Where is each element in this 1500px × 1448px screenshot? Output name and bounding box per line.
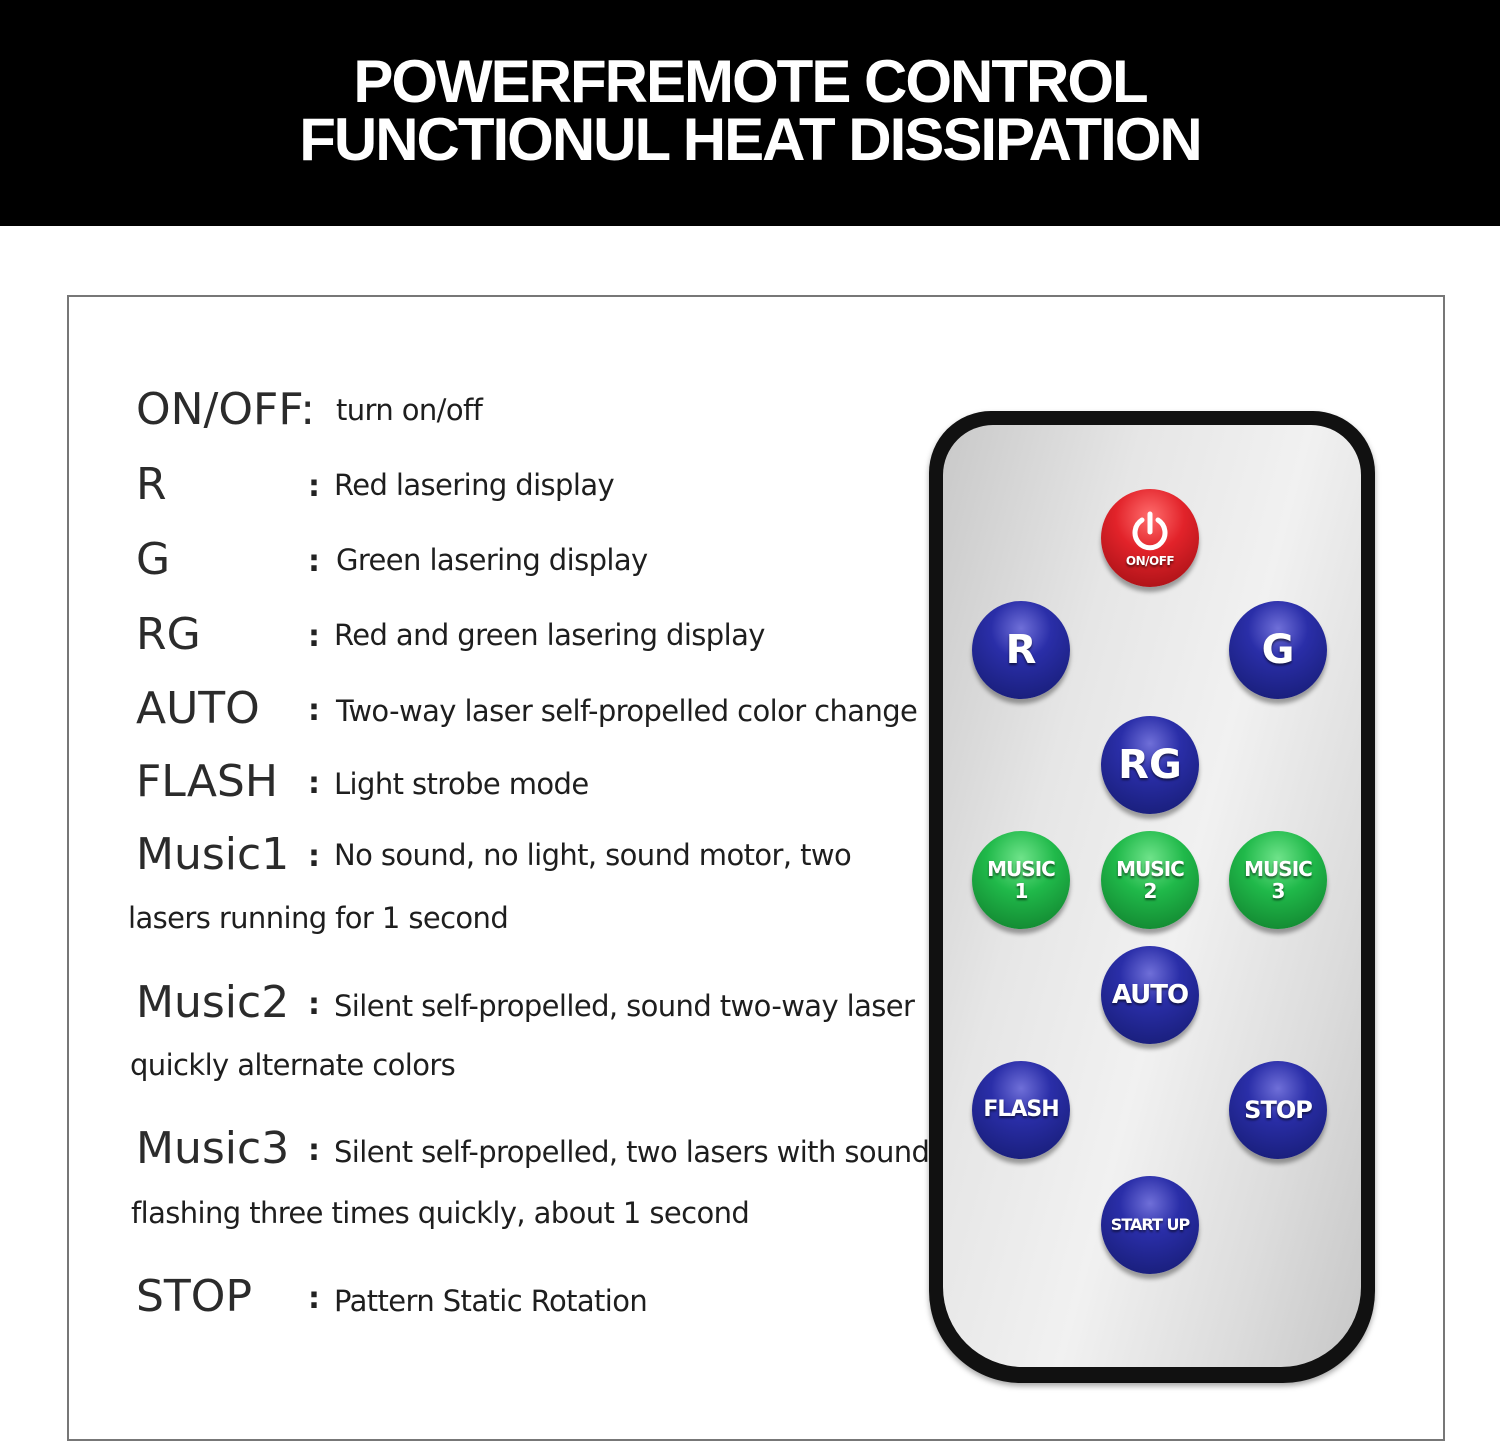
power-icon <box>1127 509 1173 555</box>
remote-rg-button[interactable] <box>1101 716 1199 814</box>
function-key: Music2 <box>136 977 290 1028</box>
function-key: RG <box>136 609 201 660</box>
function-desc: No sound, no light, sound motor, two <box>334 838 852 872</box>
remote-auto-button[interactable] <box>1101 946 1199 1044</box>
music1-label: MUSIC <box>987 857 1055 881</box>
function-desc: Silent self-propelled, sound two-way laser <box>334 989 915 1023</box>
remote-music2-button[interactable] <box>1101 831 1199 929</box>
rg-button-label: RG <box>1118 742 1182 788</box>
remote-startup-button[interactable] <box>1101 1176 1199 1274</box>
function-colon: : <box>308 693 320 728</box>
function-key: STOP <box>136 1271 252 1322</box>
banner-title-line-2: FUNCTIONUL HEAT DISSIPATION <box>299 106 1201 173</box>
function-desc-continued: lasers running for 1 second <box>128 901 509 935</box>
function-key: R <box>136 459 167 510</box>
power-button-label: ON/OFF <box>1125 554 1175 568</box>
function-colon: : <box>308 987 320 1022</box>
remote-stop-button[interactable] <box>1229 1061 1327 1159</box>
function-colon: : <box>308 1281 320 1316</box>
function-colon: : <box>308 1133 320 1168</box>
g-button-label: G <box>1261 627 1295 673</box>
function-key: Music3 <box>136 1123 290 1174</box>
auto-button-label: AUTO <box>1111 980 1189 1010</box>
function-desc: turn on/off <box>336 393 483 427</box>
remote-power-button[interactable] <box>1101 489 1199 587</box>
function-desc: Silent self-propelled, two lasers with sound <box>334 1135 930 1169</box>
function-desc: Red lasering display <box>334 468 615 502</box>
music1-number: 1 <box>1014 879 1028 903</box>
remote-flash-button[interactable] <box>972 1061 1070 1159</box>
music3-number: 3 <box>1271 879 1285 903</box>
function-key: FLASH <box>136 756 278 807</box>
music2-label: MUSIC <box>1116 857 1184 881</box>
function-key: AUTO <box>136 683 260 734</box>
music2-number: 2 <box>1143 879 1157 903</box>
remote-control <box>929 411 1375 1383</box>
banner-title-line-1: POWERFREMOTE CONTROL <box>353 48 1147 115</box>
r-button-label: R <box>1005 627 1037 673</box>
function-colon: : <box>308 544 320 579</box>
function-colon: : <box>308 766 320 801</box>
title-banner <box>0 0 1500 226</box>
function-key: ON/OFF: <box>136 384 316 435</box>
function-desc-continued: flashing three times quickly, about 1 second <box>131 1196 750 1230</box>
remote-r-button[interactable] <box>972 601 1070 699</box>
remote-g-button[interactable] <box>1229 601 1327 699</box>
startup-button-label: START UP <box>1110 1215 1190 1234</box>
function-colon: : <box>308 619 320 654</box>
function-desc: Green lasering display <box>336 543 648 577</box>
function-desc: Two-way laser self-propelled color change <box>336 694 918 728</box>
stop-button-label: STOP <box>1244 1096 1312 1124</box>
function-desc: Red and green lasering display <box>334 618 765 652</box>
music3-label: MUSIC <box>1244 857 1312 881</box>
function-desc: Light strobe mode <box>334 767 589 801</box>
flash-button-label: FLASH <box>983 1097 1059 1122</box>
function-desc-continued: quickly alternate colors <box>130 1048 456 1082</box>
function-colon: : <box>308 469 320 504</box>
remote-music1-button[interactable] <box>972 831 1070 929</box>
function-key: G <box>136 534 171 585</box>
function-key: Music1 <box>136 829 290 880</box>
remote-music3-button[interactable] <box>1229 831 1327 929</box>
function-desc: Pattern Static Rotation <box>334 1284 648 1318</box>
function-colon: : <box>308 839 320 874</box>
